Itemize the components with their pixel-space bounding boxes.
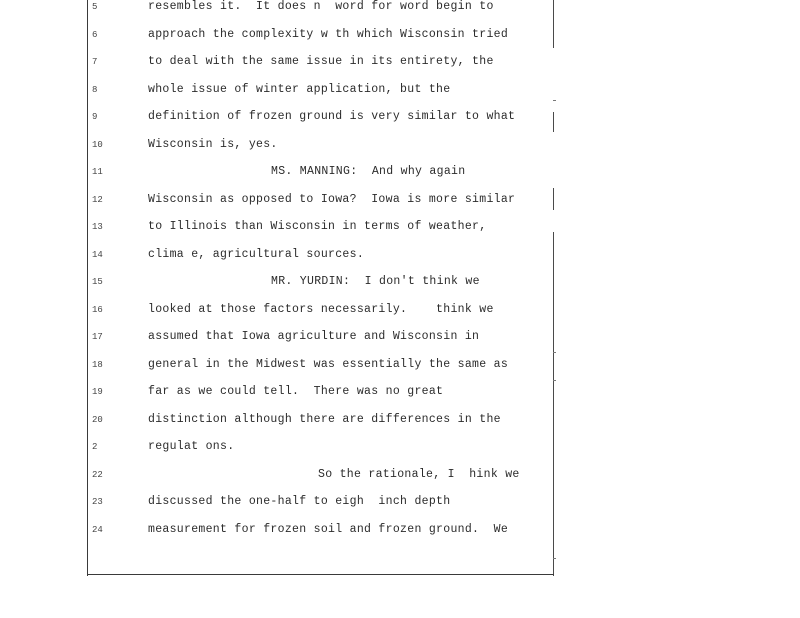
line-text: looked at those factors necessarily. think we: [148, 302, 494, 316]
line-number: 24: [92, 524, 103, 535]
line-number: 17: [92, 332, 103, 342]
line-text: measurement for frozen soil and frozen ground. We: [148, 522, 509, 536]
line-number: 7: [92, 57, 98, 67]
line-number: 13: [92, 222, 103, 232]
line-number: 18: [92, 359, 103, 370]
line-number: 8: [92, 84, 98, 95]
line-text: discussed the one-half to eigh inch depth: [148, 495, 451, 508]
line-text: approach the complexity w th which Wisconsin tried: [148, 27, 509, 41]
line-text: far as we could tell. There was no great: [148, 385, 444, 398]
line-text: Wisconsin is, yes.: [148, 137, 278, 151]
right-margin-rule: [553, 188, 554, 210]
line-number: 5: [92, 2, 98, 12]
bottom-margin-rule: [87, 574, 554, 575]
line-text: resembles it. It does n word for word begin to: [148, 0, 494, 13]
line-text: MS. MANNING: And why again: [271, 165, 466, 178]
line-text: distinction although there are differences in the: [148, 412, 501, 426]
left-margin-rule: [87, 0, 88, 576]
line-text: whole issue of winter application, but the: [148, 82, 451, 96]
line-number: 2: [92, 442, 98, 452]
line-text: clima e, agricultural sources.: [148, 247, 365, 261]
line-number: 16: [92, 304, 103, 315]
margin-tick: [553, 352, 556, 353]
right-margin-rule: [553, 0, 554, 48]
line-number: 20: [92, 414, 103, 425]
line-text: So the rationale, I hink we: [318, 467, 520, 481]
line-number: 22: [92, 469, 103, 480]
line-number: 19: [92, 387, 103, 397]
line-text: Wisconsin as opposed to Iowa? Iowa is more similar: [148, 192, 516, 206]
line-text: regulat ons.: [148, 440, 235, 453]
line-text: definition of frozen ground is very similar to what: [148, 110, 516, 123]
line-number: 9: [92, 112, 98, 122]
line-number: 23: [92, 497, 103, 507]
line-number: 14: [92, 249, 103, 260]
line-text: MR. YURDIN: I don't think we: [271, 275, 480, 288]
right-margin-rule: [553, 112, 554, 132]
right-margin-rule: [553, 232, 554, 576]
line-text: general in the Midwest was essentially the same as: [148, 357, 509, 371]
margin-tick: [553, 558, 556, 559]
line-number: 15: [92, 277, 103, 287]
line-number: 12: [92, 194, 103, 205]
line-text: to Illinois than Wisconsin in terms of weather,: [148, 220, 487, 233]
line-number: 10: [92, 139, 103, 150]
margin-tick: [553, 100, 556, 101]
margin-tick: [553, 380, 556, 381]
line-text: to deal with the same issue in its entirety, the: [148, 55, 494, 68]
line-text: assumed that Iowa agriculture and Wisconsin in: [148, 330, 480, 343]
line-number: 6: [92, 29, 98, 40]
line-number: 11: [92, 167, 103, 177]
